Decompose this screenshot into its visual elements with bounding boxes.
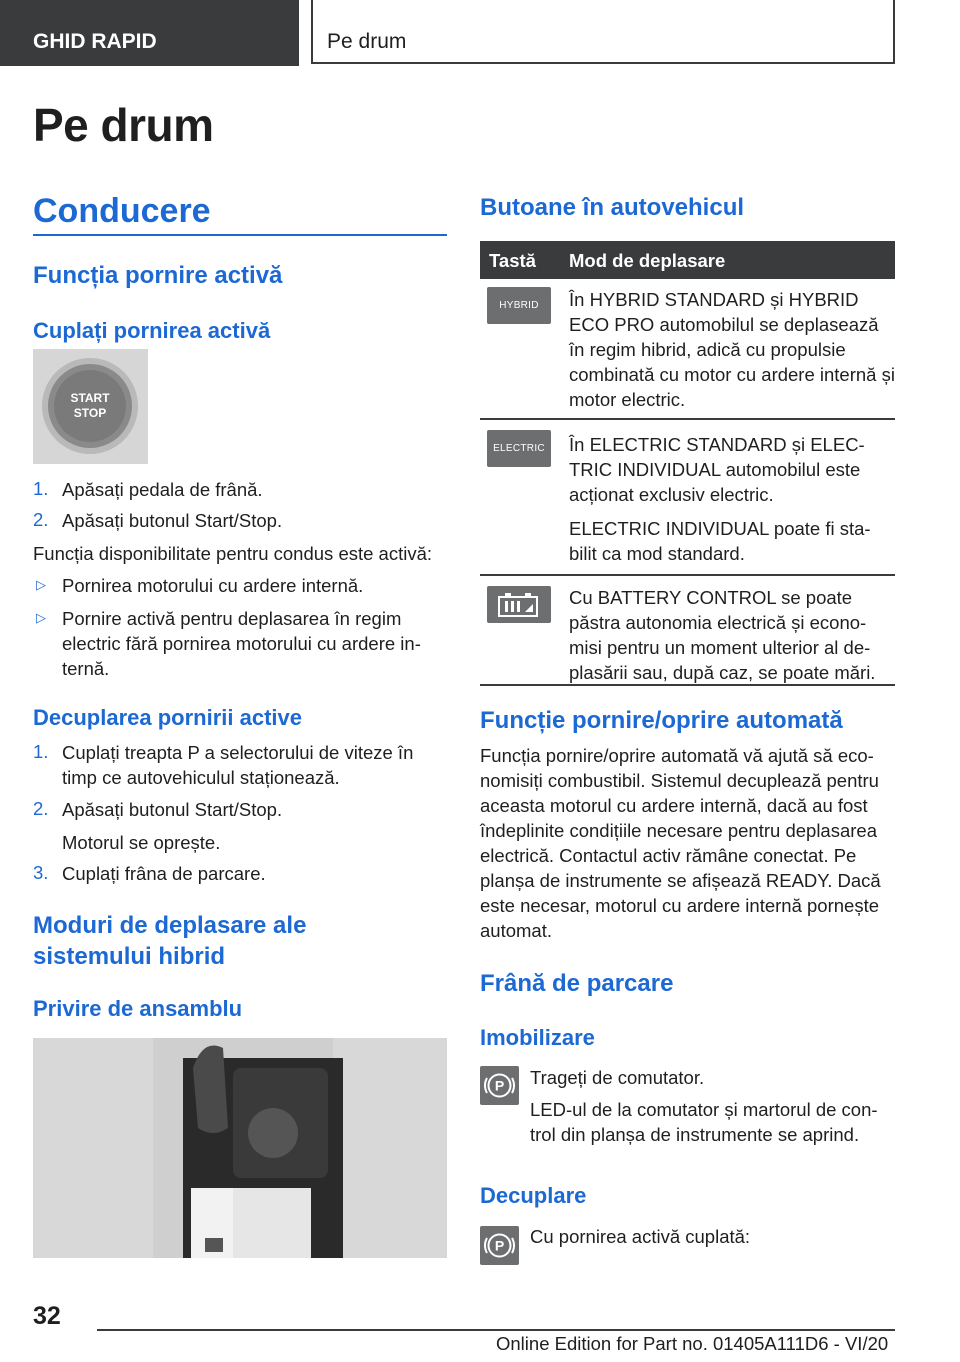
heading-decuplare: Decuplare (480, 1183, 587, 1208)
heading-imobilizare: Imobilizare (480, 1025, 595, 1050)
svg-text:P: P (494, 1237, 505, 1254)
drive-mode-table (480, 241, 895, 686)
battery-control-icon (487, 586, 551, 623)
battery-glyph (497, 592, 541, 618)
footer-rule (97, 1329, 895, 1331)
table-cell: ELECTRIC INDIVIDUAL poate fi sta- bilit ca mod standard. (569, 518, 871, 564)
svg-text:P: P (494, 1077, 505, 1094)
bullet-text: Pornire activă pentru deplasarea în regim electric fără pornirea motorului cu ardere in- ternă. (62, 608, 421, 679)
heading-frana-parcare: Frână de parcare (480, 970, 674, 997)
heading-functia-pornire: Funcția pornire activă (33, 262, 283, 289)
page-title: Pe drum (33, 99, 214, 151)
start-stop-image (33, 349, 148, 464)
parking-brake-icon (480, 1226, 519, 1265)
step-note: Motorul se oprește. (62, 832, 221, 853)
stop-text: STOP (73, 406, 107, 420)
step-number: 1. (33, 741, 49, 762)
heading-conducere: Conducere (33, 192, 211, 230)
start-text: START (70, 391, 110, 405)
col-header-mod: Mod de deplasare (569, 250, 726, 271)
step-text: Apăsați butonul Start/Stop. (62, 510, 283, 531)
table-row (480, 279, 895, 420)
page-number: 32 (33, 1302, 61, 1330)
start-stop-button-icon (33, 349, 148, 464)
table-row (480, 576, 895, 686)
heading-moduri: Moduri de deplasare ale sistemului hibrid (33, 912, 307, 970)
table-cell: Cu BATTERY CONTROL se poate păstra autonomia electrică și econo- misi pentru un moment ulterior al de- plasării sau, după caz, se poate mări. (569, 587, 876, 683)
section-label: GHID RAPID (33, 30, 157, 53)
step-text: Apăsați pedala de frână. (62, 479, 263, 500)
gear-console-image (33, 1038, 447, 1258)
imobilizare-text-2: LED-ul de la comutator și martorul de con- trol din planșa de instrumente se aprind. (530, 1099, 878, 1145)
table-row (480, 420, 895, 576)
parking-brake-icon (480, 1066, 519, 1105)
step-text: Cuplați frâna de parcare. (62, 863, 266, 884)
edition-text: Online Edition for Part no. 01405A111D6 - VI/20 (496, 1333, 889, 1354)
bullet-triangle-icon: ▷ (36, 577, 46, 592)
step-text: Apăsați butonul Start/Stop. (62, 799, 283, 820)
step-number: 2. (33, 509, 49, 530)
heading-rule (33, 234, 447, 236)
step-number: 1. (33, 478, 49, 499)
auto-start-stop-text: Funcția pornire/oprire automată vă ajută să eco- nomisiți combustibil. Sistemul decuplează pentru aceasta motorul cu ardere internă, dacă au fost îndeplinite condițiile necesare pentru deplasarea electrică. Contactul activ rămâne conectat. Pe planșa de instrumente se afișează READY. Dacă este necesar, motorul cu ardere internă pornește automat. (480, 745, 881, 941)
heading-privire: Privire de ansamblu (33, 996, 243, 1021)
functia-text: Funcția disponibilitate pentru condus este activă: (33, 543, 433, 564)
electric-button-icon: ELECTRIC (487, 430, 551, 467)
section-tab (0, 0, 299, 66)
step-number: 3. (33, 862, 49, 883)
decuplare-text: Cu pornirea activă cuplată: (530, 1226, 751, 1247)
imobilizare-text-1: Trageți de comutator. (530, 1067, 705, 1088)
hybrid-button-icon: HYBRID (487, 287, 551, 324)
heading-auto-start-stop: Funcție pornire/oprire automată (480, 707, 843, 734)
bullet-triangle-icon: ▷ (36, 610, 46, 625)
step-text: Cuplați treapta P a selectorului de viteze în timp ce autovehiculul staționează. (62, 742, 414, 788)
heading-decuplarea: Decuplarea pornirii active (33, 705, 302, 730)
table-cell: În ELECTRIC STANDARD și ELEC- TRIC INDIVIDUAL automobilul este acționat exclusiv electric. (569, 434, 865, 505)
table-cell: În HYBRID STANDARD și HYBRID ECO PRO automobilul se deplasează în regim hibrid, adică cu propulsie combinată cu motor cu ardere internă și motor electric. (569, 289, 895, 410)
header-title-box (311, 0, 895, 64)
header-title: Pe drum (327, 30, 407, 53)
step-number: 2. (33, 798, 49, 819)
gear-selector-icon (33, 1038, 447, 1258)
heading-butoane: Butoane în autovehicul (480, 194, 745, 221)
col-header-tasta: Tastă (489, 250, 536, 271)
heading-cuplati: Cuplați pornirea activă (33, 318, 271, 343)
bullet-text: Pornirea motorului cu ardere internă. (62, 575, 364, 596)
table-header (480, 241, 895, 279)
